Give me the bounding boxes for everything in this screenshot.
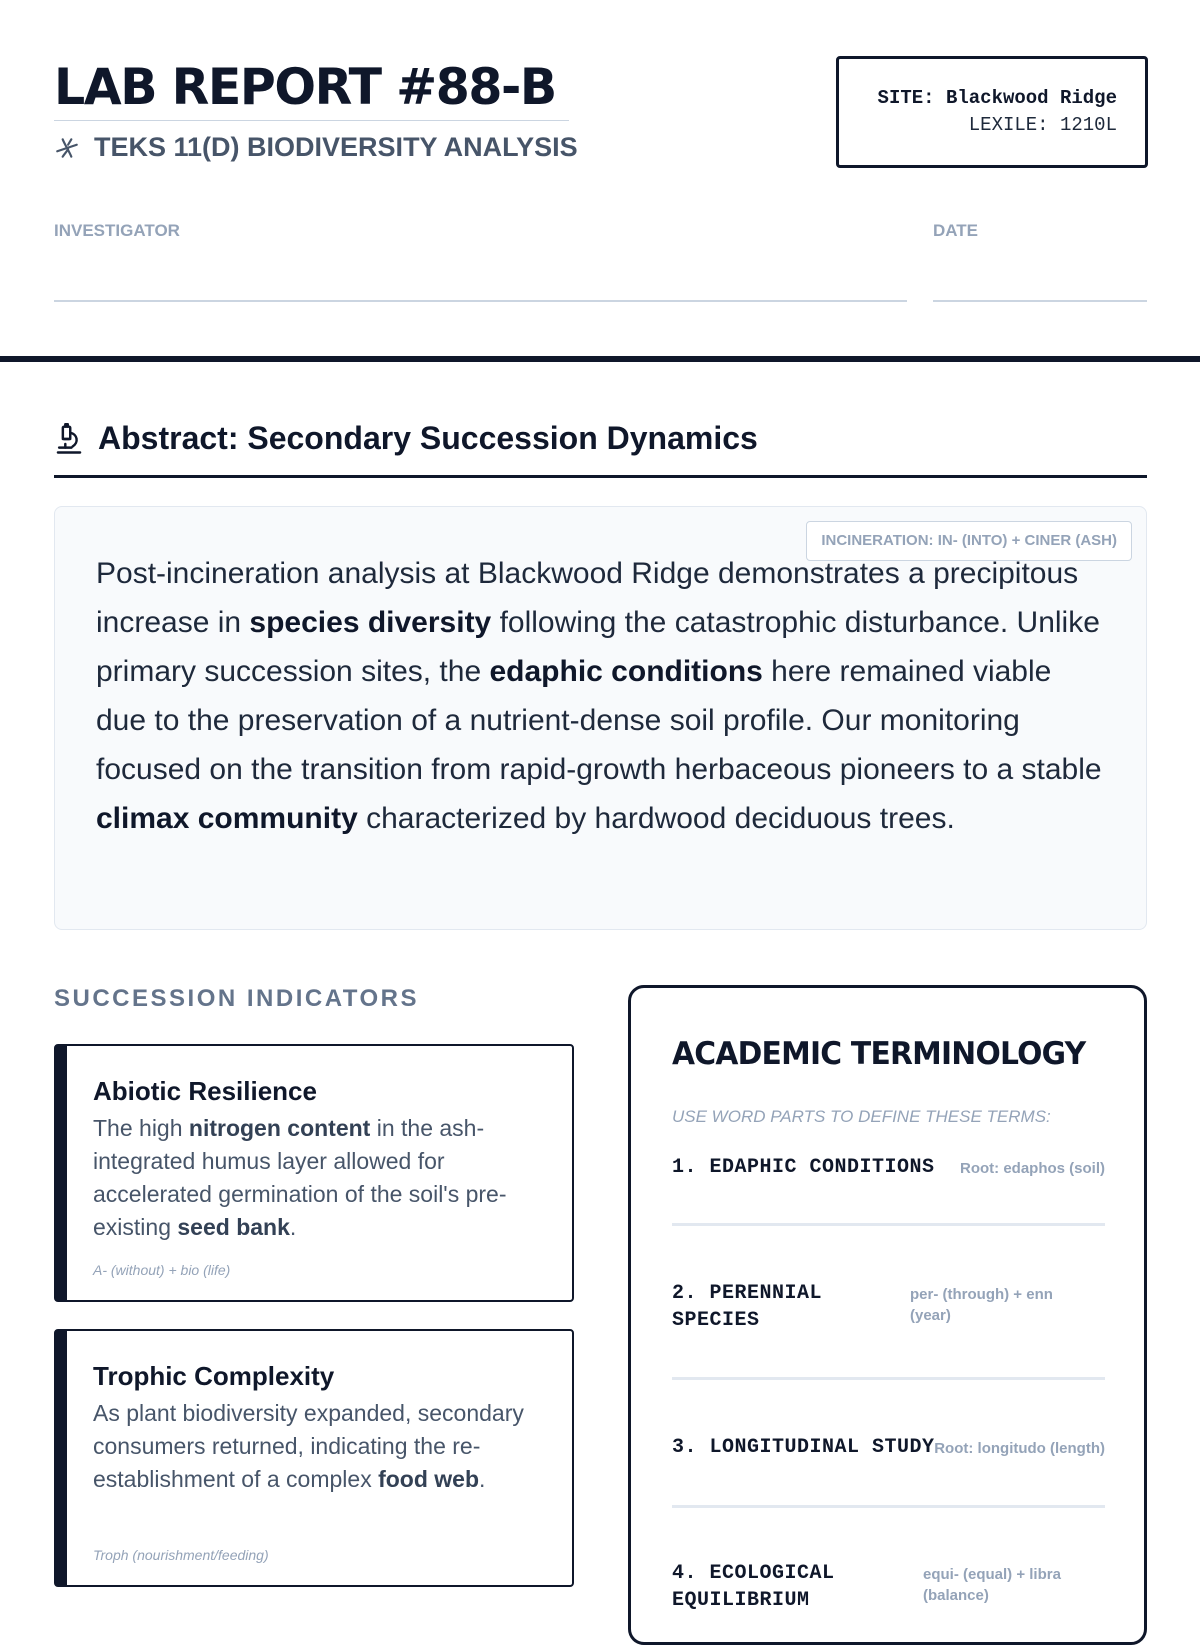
subtitle-text: TEKS 11(D) BIODIVERSITY ANALYSIS bbox=[94, 132, 578, 162]
key-term: climax community bbox=[96, 802, 358, 835]
report-title: LAB REPORT #88-B bbox=[54, 58, 556, 116]
lexile-level: LEXILE: 1210L bbox=[968, 114, 1117, 136]
term-name: 2. PERENNIAL SPECIES bbox=[672, 1282, 823, 1332]
section-divider bbox=[0, 356, 1200, 362]
dna-icon bbox=[54, 135, 80, 161]
term-name: 4. ECOLOGICAL EQUILIBRIUM bbox=[672, 1562, 835, 1612]
term-name: 3. LONGITUDINAL STUDY bbox=[672, 1436, 935, 1459]
card-title: Trophic Complexity bbox=[93, 1361, 335, 1391]
abstract-title: Abstract: Secondary Succession Dynamics bbox=[98, 420, 758, 456]
indicators-label: SUCCESSION INDICATORS bbox=[54, 985, 419, 1012]
date-field[interactable] bbox=[933, 262, 1147, 302]
card-body: The high nitrogen content in the ash-integrated humus layer allowed for accelerated germination of the soil's pre-existing seed bank. bbox=[93, 1115, 507, 1240]
investigator-field[interactable] bbox=[54, 262, 907, 302]
terminology-panel bbox=[628, 985, 1147, 1645]
site-info-box bbox=[836, 56, 1148, 168]
term-root: per- (through) + enn (year) bbox=[910, 1286, 1053, 1324]
answer-line[interactable] bbox=[672, 1377, 1105, 1380]
abstract-text: Post-incineration analysis at Blackwood Ridge demonstrates a precipitous increase in species diversity following the catastrophic disturbance. Unlike primary succession sites, the edaphic conditions here remained viable due to the preservation of a nutrient-dense soil profile. Our monitoring focused on the transition from rapid-growth herbaceous pioneers to a stable climax community characterized by hardwood deciduous trees. bbox=[96, 557, 1102, 835]
title-divider bbox=[54, 120, 569, 121]
key-term: species diversity bbox=[249, 606, 492, 639]
card-title: Abiotic Resilience bbox=[93, 1076, 317, 1106]
term-root: Root: edaphos (soil) bbox=[960, 1160, 1105, 1177]
microscope-icon bbox=[54, 423, 84, 455]
term-root: equi- (equal) + libra (balance) bbox=[923, 1566, 1061, 1604]
investigator-label: INVESTIGATOR bbox=[54, 221, 180, 240]
answer-line[interactable] bbox=[672, 1223, 1105, 1226]
report-header bbox=[54, 40, 1147, 320]
report-subtitle bbox=[54, 132, 578, 163]
card-word-root: Troph (nourishment/feeding) bbox=[93, 1547, 269, 1563]
indicator-card-abiotic bbox=[54, 1044, 574, 1302]
date-label: DATE bbox=[933, 221, 979, 240]
term-name: 1. EDAPHIC CONDITIONS bbox=[672, 1156, 935, 1179]
card-body: As plant biodiversity expanded, secondary consumers returned, indicating the re-establishment of a complex food web. bbox=[93, 1400, 524, 1492]
answer-line[interactable] bbox=[672, 1505, 1105, 1508]
site-name: SITE: Blackwood Ridge bbox=[877, 87, 1117, 109]
terminology-title: ACADEMIC TERMINOLOGY bbox=[672, 1036, 1086, 1072]
key-term: edaphic conditions bbox=[489, 655, 763, 688]
indicator-card-trophic bbox=[54, 1329, 574, 1587]
etymology-badge: INCINERATION: IN- (INTO) + CINER (ASH) bbox=[806, 521, 1132, 561]
abstract-panel bbox=[54, 506, 1147, 930]
abstract-heading bbox=[54, 420, 758, 457]
abstract-divider bbox=[54, 475, 1147, 478]
term-root: Root: longitudo (length) bbox=[934, 1440, 1105, 1457]
terminology-instruction: USE WORD PARTS TO DEFINE THESE TERMS: bbox=[672, 1107, 1051, 1126]
card-word-root: A- (without) + bio (life) bbox=[93, 1262, 231, 1278]
